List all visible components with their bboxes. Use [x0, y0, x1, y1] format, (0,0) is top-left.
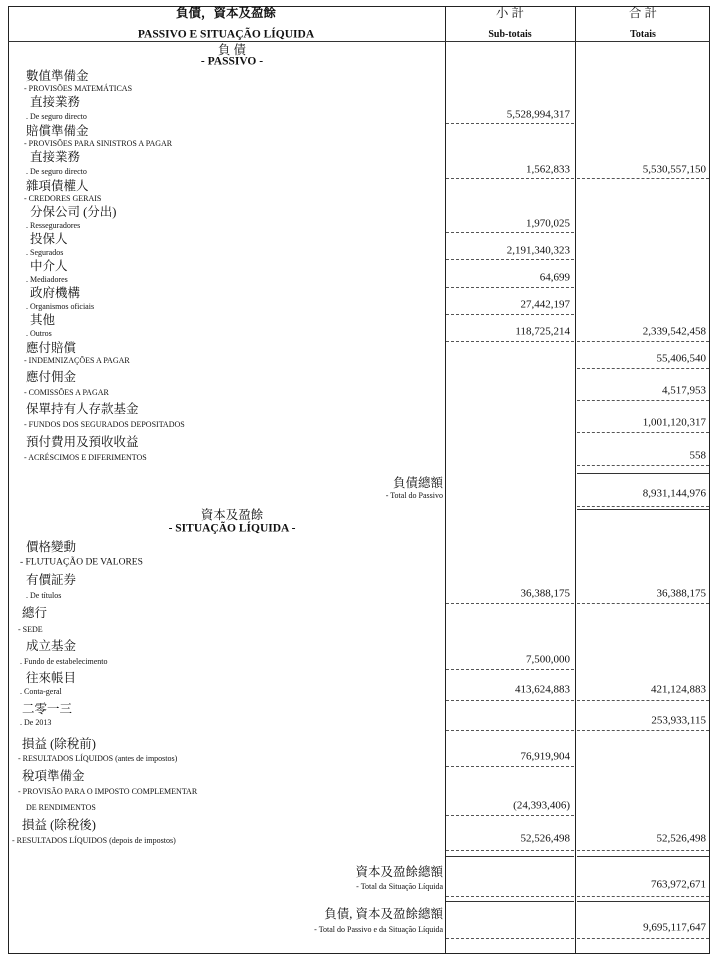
total-value: 5,530,557,150 [642, 163, 706, 176]
row-label: - RESULTADOS LÍQUIDOS (antes de impostos) [18, 754, 178, 763]
rule-line [446, 815, 574, 816]
rule-line [577, 341, 709, 342]
rule-line [577, 473, 709, 474]
row-label: . Conta-geral [20, 687, 62, 696]
rule-line [446, 700, 574, 701]
rule-line [577, 509, 709, 510]
row-label: - RESULTADOS LÍQUIDOS (depois de impostos) [12, 836, 176, 845]
subtotal-value: 1,562,833 [526, 163, 570, 176]
rule-line [577, 730, 709, 731]
rule-line [577, 465, 709, 466]
row-label: - Total do Passivo e da Situação Líquida [314, 925, 443, 934]
row-label: 中介人 [30, 258, 68, 273]
row-label: 應付賠償 [26, 340, 77, 355]
rule-line [446, 938, 574, 939]
subtotal-value: 5,528,994,317 [506, 108, 570, 121]
row-label: - PASSIVO - [200, 55, 264, 68]
header-divider [8, 41, 710, 42]
row-label: 賠償準備金 [26, 123, 89, 138]
row-label: - PROVISÕES MATEMÁTICAS [24, 84, 133, 93]
row-label: 數值準備金 [26, 68, 89, 83]
subtotal-value: 118,725,214 [515, 325, 570, 338]
rule-line [577, 850, 709, 851]
rule-line [446, 669, 574, 670]
row-label: . De seguro directo [26, 167, 87, 176]
total-value: 1,001,120,317 [642, 416, 706, 429]
row-label: 分保公司 (分出) [30, 204, 117, 219]
row-label: 總行 [22, 605, 48, 620]
row-label: - PROVISÕES PARA SINISTROS A PAGAR [24, 139, 173, 148]
row-label: 雜項債權人 [26, 178, 89, 193]
total-value: 52,526,498 [656, 832, 706, 845]
row-label: - FLUTUAÇÃO DE VALORES [20, 557, 143, 568]
rule-line [577, 506, 709, 507]
total-value: 421,124,883 [651, 683, 706, 696]
header-total-pt: Totais [630, 29, 656, 40]
row-label: - Total da Situação Líquida [356, 882, 443, 891]
rule-line [577, 856, 709, 857]
row-label: - Total do Passivo [385, 491, 443, 500]
row-label: . De seguro directo [26, 112, 87, 121]
subtotal-value: 76,919,904 [520, 750, 570, 763]
subtotal-value: 1,970,025 [526, 217, 570, 230]
rule-line [446, 603, 574, 604]
row-label: 預付費用及預收收益 [26, 434, 139, 449]
row-label: . De títulos [26, 591, 62, 600]
total-value: 763,972,671 [651, 878, 706, 891]
row-label: 往來帳目 [26, 670, 77, 685]
rule-line [446, 259, 574, 260]
rule-line [446, 896, 574, 897]
row-label: . Segurados [26, 248, 64, 257]
row-label: 價格變動 [26, 539, 77, 554]
total-value: 55,406,540 [656, 352, 706, 365]
rule-line [446, 232, 574, 233]
column-divider [575, 6, 576, 954]
column-divider [445, 6, 446, 954]
subtotal-value: 27,442,197 [520, 298, 570, 311]
header-subtotal-pt: Sub-totais [488, 29, 532, 40]
rule-line [577, 368, 709, 369]
row-label: - SEDE [18, 625, 43, 634]
rule-line [577, 603, 709, 604]
subtotal-value: 36,388,175 [520, 587, 570, 600]
rule-line [446, 341, 574, 342]
row-label: 資本及盈餘總額 [355, 864, 443, 879]
row-label: 損益 (除稅後) [22, 817, 96, 832]
rule-line [577, 178, 709, 179]
table-border [8, 6, 710, 954]
header-title-zh: 負債，資本及盈餘 [175, 5, 277, 20]
total-value: 4,517,953 [662, 384, 706, 397]
row-label: - FUNDOS DOS SEGURADOS DEPOSITADOS [24, 420, 185, 429]
row-label: 稅項準備金 [22, 768, 85, 783]
rule-line [577, 400, 709, 401]
subtotal-value: 2,191,340,323 [506, 244, 570, 257]
total-value: 558 [689, 449, 706, 462]
subtotal-value: 64,699 [539, 271, 570, 284]
row-label: . Outros [26, 329, 52, 338]
subtotal-value: 7,500,000 [526, 653, 570, 666]
row-label: . De 2013 [20, 718, 52, 727]
total-value: 8,931,144,976 [642, 487, 706, 500]
row-label: 損益 (除稅前) [22, 736, 96, 751]
total-value: 253,933,115 [651, 714, 706, 727]
header-title-pt: PASSIVO E SITUAÇÃO LÍQUIDA [137, 28, 315, 41]
row-label: - COMISSÕES A PAGAR [24, 388, 109, 397]
rule-line [446, 856, 574, 857]
total-value: 9,695,117,647 [643, 921, 706, 934]
row-label: - INDEMNIZAÇÕES A PAGAR [24, 356, 130, 365]
total-value: 36,388,175 [656, 587, 706, 600]
row-label: 成立基金 [26, 638, 77, 653]
rule-line [446, 766, 574, 767]
row-label: . Organismos oficiais [26, 302, 95, 311]
row-label: . Mediadores [26, 275, 68, 284]
row-label: 投保人 [30, 231, 68, 246]
row-label: 應付佣金 [26, 369, 77, 384]
row-label: DE RENDIMENTOS [26, 803, 96, 812]
row-label: - ACRÉSCIMOS E DIFERIMENTOS [24, 453, 147, 462]
rule-line [446, 287, 574, 288]
rule-line [577, 432, 709, 433]
row-label: - PROVISÃO PARA O IMPOSTO COMPLEMENTAR [18, 787, 198, 796]
row-label: 二零一三 [22, 701, 73, 716]
row-label: 直接業務 [30, 94, 81, 109]
row-label: 政府機構 [30, 285, 81, 300]
row-label: 負債總額 [392, 475, 443, 490]
rule-line [577, 896, 709, 897]
row-label: . Fundo de estabelecimento [20, 657, 108, 666]
row-label: 直接業務 [30, 149, 81, 164]
header-subtotal-zh: 小 計 [495, 5, 525, 20]
row-label: - CREDORES GERAIS [24, 194, 102, 203]
rule-line [577, 901, 709, 902]
rule-line [446, 850, 574, 851]
row-label: 其他 [30, 312, 56, 327]
rule-line [446, 123, 574, 124]
row-label: 負債, 資本及盈餘總額 [324, 906, 443, 921]
subtotal-value: 52,526,498 [520, 832, 570, 845]
rule-line [446, 730, 574, 731]
row-label: . Resseguradores [26, 221, 81, 230]
rule-line [446, 901, 574, 902]
header-total-zh: 合 計 [628, 5, 658, 20]
rule-line [446, 178, 574, 179]
row-label: 保單持有人存款基金 [26, 401, 139, 416]
subtotal-value: 413,624,883 [515, 683, 570, 696]
rule-line [577, 938, 709, 939]
row-label: - SITUAÇÃO LÍQUIDA - [168, 522, 296, 535]
subtotal-value: (24,393,406) [513, 799, 570, 812]
row-label: 負 債 [217, 42, 247, 57]
rule-line [446, 314, 574, 315]
rule-line [577, 700, 709, 701]
row-label: 資本及盈餘 [200, 507, 264, 522]
total-value: 2,339,542,458 [642, 325, 706, 338]
row-label: 有價証券 [26, 572, 77, 587]
